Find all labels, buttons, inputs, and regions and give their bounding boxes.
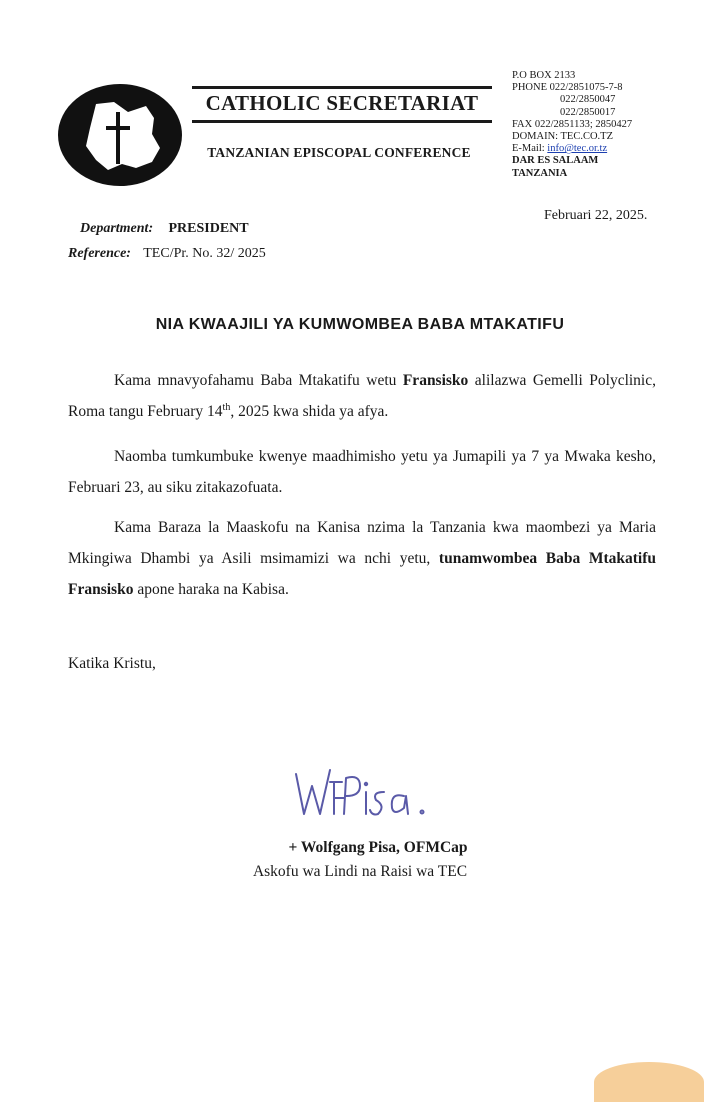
p1-text-d: , 2025 kwa shida ya afya. [230,403,389,420]
email-link[interactable]: info@tec.or.tz [547,143,608,155]
domain-line: DOMAIN: TEC.CO.TZ [512,131,614,143]
reference-row [68,241,266,266]
p1-text-c: alilazwa Gemelli Polyclinic, Roma tangu February 14 [68,372,656,420]
fax-line: FAX 022/2851133; 2850427 [512,118,633,130]
signer-block [0,836,720,884]
closing-line: Katika Kristu, [68,655,156,672]
p3-bold: tunamwombea Baba Mtakatifu Fransisko [68,550,656,598]
meta-block [68,216,266,266]
reference-label: Reference: [68,246,131,261]
p1-text-a: Kama mnavyofahamu Baba Mtakatifu wetu [114,372,403,389]
paragraph-3 [68,512,656,605]
email-label: E-Mail: [512,143,548,155]
letter-date: Februari 22, 2025. [544,208,648,223]
p3-text-c: apone haraka na Kabisa. [133,581,289,598]
department-value: PRESIDENT [168,221,249,236]
department-row [68,216,266,241]
p3-text-a: Kama Baraza la Maaskofu na Kanisa nzima la Tanzania kwa maombezi ya Maria Mkingiwa Dhambi ya Asili msimamizi wa nchi yetu, [68,519,656,567]
phone-line: PHONE 022/2851075-7-8 [512,82,623,94]
email-line [512,143,712,155]
reference-value: TEC/Pr. No. 32/ 2025 [143,246,266,261]
tec-logo-icon [56,82,184,188]
country-line: TANZANIA [512,167,568,179]
phone-line-2: 022/2850047 [560,94,616,106]
signer-name: + Wolfgang Pisa, OFMCap [288,839,468,856]
contact-block [512,70,712,180]
corner-decoration [594,1062,704,1102]
po-box: P.O BOX 2133 [512,70,576,81]
org-subtitle: TANZANIAN EPISCOPAL CONFERENCE [207,145,471,160]
phone-line-3: 022/2850017 [560,106,616,118]
letter-heading: NIA KWAAJILI YA KUMWOMBEA BABA MTAKATIFU [155,316,565,333]
p1-sup: th [222,401,231,413]
paragraph-1 [68,365,656,427]
org-block [186,86,492,161]
city-line: DAR ES SALAAM [512,155,599,167]
paragraph-2: Naomba tumkumbuke kwenye maadhimisho yetu ya Jumapili ya 7 ya Mwaka kesho, Februari 23, au siku zitakazofuata. [68,448,656,496]
signer-title: Askofu wa Lindi na Raisi wa TEC [252,863,468,880]
department-label: Department: [80,221,154,236]
org-title: CATHOLIC SECRETARIAT [192,86,492,123]
signature-image [290,752,450,832]
p1-bold: Fransisko [402,372,469,389]
